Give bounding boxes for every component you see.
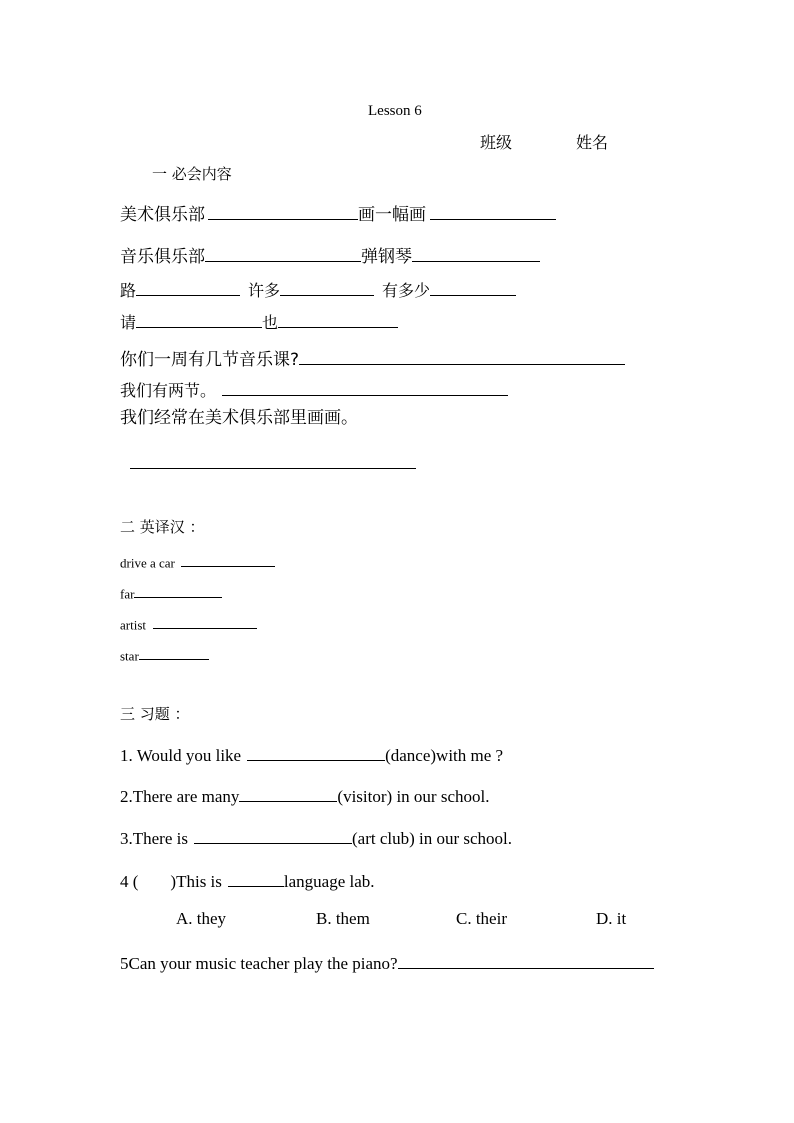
answer-blank[interactable]	[153, 616, 257, 629]
name-label: 姓名	[576, 133, 609, 152]
answer-blank[interactable]	[228, 870, 284, 887]
vocab-row-1	[120, 203, 556, 224]
answer-blank[interactable]	[239, 785, 337, 802]
option-b: B. them	[316, 909, 370, 928]
section2-heading: 二 英译汉 ：	[120, 518, 205, 536]
answer-blank[interactable]	[181, 554, 275, 567]
vocab-also: 也	[262, 313, 279, 333]
section1-heading: 一 必会内容	[152, 165, 232, 183]
en-item-far: far	[120, 585, 222, 600]
vocab-row-2	[120, 245, 540, 266]
vocab-many: 许多	[248, 281, 281, 301]
exercise-1: 1. Would you like (dance)with me ?	[120, 744, 503, 764]
exercise-4: 4 ( )This is language lab.	[120, 870, 375, 890]
vocab-row-3	[120, 280, 516, 299]
vocab-how-many: 有多少	[382, 281, 431, 301]
answer-blank[interactable]	[430, 203, 556, 220]
exercise-5: 5Can your music teacher play the piano?	[120, 952, 654, 972]
answer-blank[interactable]	[280, 280, 374, 296]
translate-q2: 我们有两节。	[120, 380, 508, 399]
vocab-row-4	[120, 312, 398, 331]
answer-blank[interactable]	[205, 245, 361, 262]
answer-blank[interactable]	[194, 827, 352, 844]
option-d: D. it	[596, 909, 627, 928]
vocab-art-club: 美术俱乐部	[120, 205, 205, 226]
lesson-title: Lesson 6	[368, 103, 422, 119]
answer-blank[interactable]	[430, 280, 516, 296]
en-item-drive-car: drive a car	[120, 554, 275, 569]
section3-heading: 三 习题 ：	[120, 705, 190, 723]
class-label: 班级	[480, 133, 513, 152]
option-a: A. they	[176, 909, 227, 928]
answer-blank[interactable]	[278, 312, 398, 328]
answer-blank[interactable]	[222, 380, 508, 396]
answer-blank[interactable]	[134, 585, 222, 598]
exercise-3: 3.There is (art club) in our school.	[120, 827, 512, 847]
vocab-please: 请	[120, 313, 137, 333]
answer-blank[interactable]	[136, 312, 262, 328]
vocab-music-club: 音乐俱乐部	[120, 247, 205, 268]
answer-blank[interactable]	[208, 203, 358, 220]
answer-blank[interactable]	[299, 348, 625, 365]
option-c: C. their	[456, 909, 507, 928]
translate-q3: 我们经常在美术俱乐部里画画。	[120, 408, 358, 428]
translate-q1: 你们一周有几节音乐课?	[120, 348, 625, 369]
vocab-play-piano: 弹钢琴	[361, 247, 412, 268]
answer-blank[interactable]	[398, 952, 654, 969]
exercise-2: 2.There are many (visitor) in our school.	[120, 785, 489, 805]
answer-blank[interactable]	[130, 452, 416, 469]
answer-blank[interactable]	[136, 280, 240, 296]
en-item-star: star	[120, 647, 209, 662]
answer-blank[interactable]	[247, 744, 385, 761]
vocab-road: 路	[120, 281, 137, 301]
en-item-artist: artist	[120, 616, 257, 631]
vocab-draw-picture: 画一幅画	[358, 205, 426, 226]
answer-blank[interactable]	[412, 245, 540, 262]
answer-blank[interactable]	[139, 647, 209, 660]
